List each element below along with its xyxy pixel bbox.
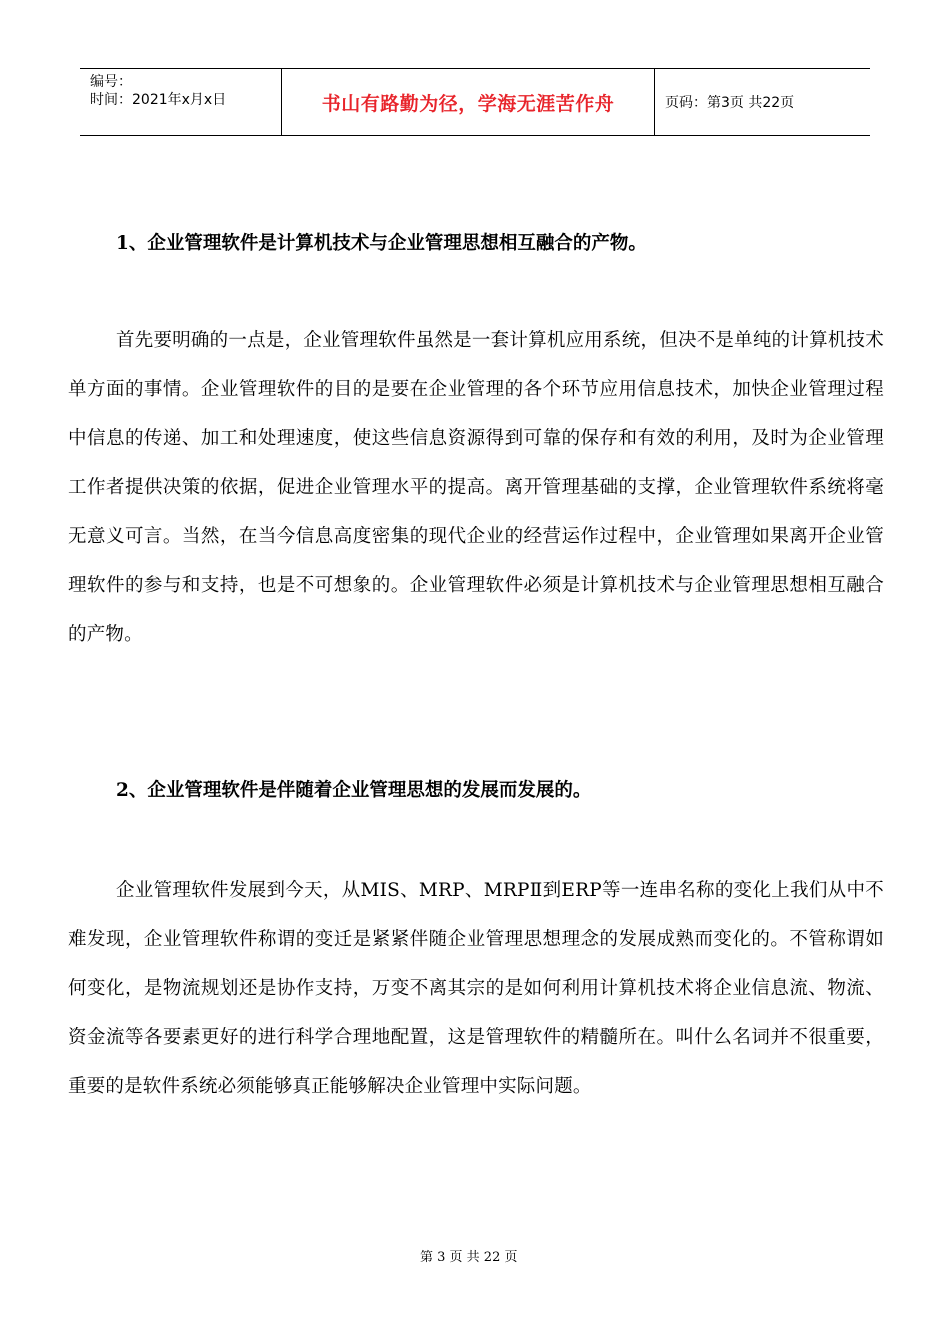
time-label: 时间：2021年x月x日 [90,92,227,108]
section-heading-2: 2、企业管理软件是伴随着企业管理思想的发展而发展的。 [116,780,592,801]
number-label: 编号： [90,74,132,90]
page-footer: 第 3 页 共 22 页 [420,1250,518,1265]
section-paragraph-1: 首先要明确的一点是，企业管理软件虽然是一套计算机应用系统，但决不是单纯的计算机技术单方面的事情。企业管理软件的目的是要在企业管理的各个环节应用信息技术，加快企业管理过程中信息的传递、加工和处理速度，使这些信息资源得到可靠的保存和有效的利用，及时为企业管理工作者提供决策的依据，促进企业管理水平的提高。离开管理基础的支撑，企业管理软件系统将毫无意义可言。当然，在当今信息高度密集的现代企业的经营运作过程中，企业管理如果离开企业管理软件的参与和支持，也是不可想象的。企业管理软件必须是计算机技术与企业管理思想相互融合的产物。 [68,330,884,645]
header-motto: 书山有路勤为径，学海无涯苦作舟 [282,69,655,135]
section-paragraph-2: 企业管理软件发展到今天，从MIS、MRP、MRPⅡ到ERP等一连串名称的变化上我们从中不难发现，企业管理软件称谓的变迁是紧紧伴随企业管理思想理念的发展成熟而变化的。不管称谓如何变化，是物流规划还是协作支持，万变不离其宗的是如何利用计算机技术将企业信息流、物流、资金流等各要素更好的进行科学合理地配置，这是管理软件的精髓所在。叫什么名词并不很重要，重要的是软件系统必须能够真正能够解决企业管理中实际问题。 [68,880,884,1097]
header-page-info: 页码：第3页 共22页 [665,95,795,111]
section-heading-1: 1、企业管理软件是计算机技术与企业管理思想相互融合的产物。 [116,233,647,254]
page-header [80,68,870,136]
header-meta [80,69,282,135]
